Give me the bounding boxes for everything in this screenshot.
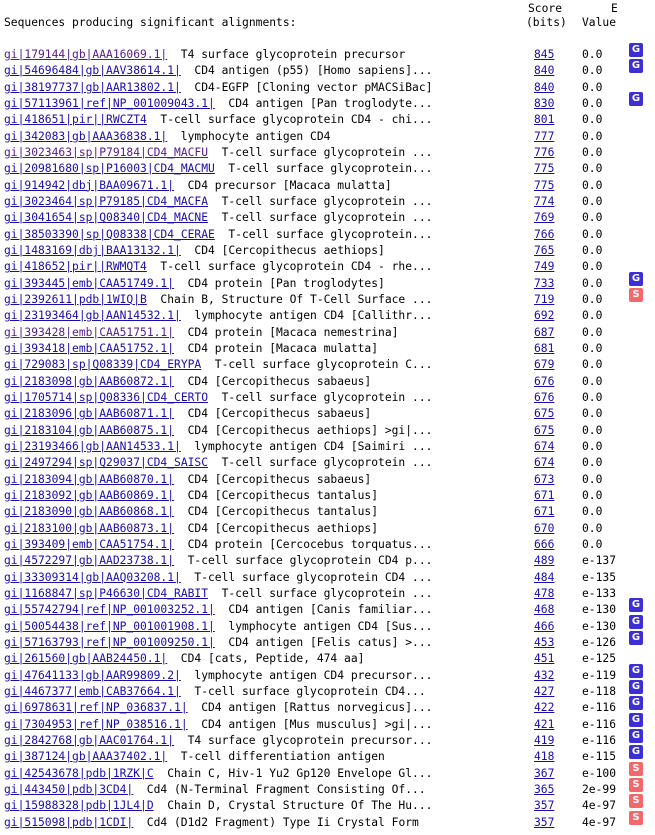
- score-link[interactable]: 484: [534, 570, 555, 584]
- sequence-id-link[interactable]: gi|179144|gb|AAA16069.1|: [4, 48, 168, 61]
- e-value: 4e-97: [582, 815, 617, 829]
- sequence-id-link[interactable]: gi|2497294|sp|Q29037|CD4_SAISC: [4, 456, 209, 470]
- score-link[interactable]: 765: [534, 244, 555, 257]
- sequence-id-link[interactable]: gi|393428|emb|CAA51751.1|: [4, 325, 175, 339]
- gene-link-icon[interactable]: G: [629, 43, 643, 57]
- score-link[interactable]: 776: [534, 146, 555, 159]
- sequence-description: T-cell surface glycoprotein CD4...: [194, 684, 426, 698]
- score-link[interactable]: 451: [534, 652, 555, 666]
- score-link[interactable]: 775: [534, 162, 555, 176]
- e-value: 0.0: [582, 423, 603, 437]
- sequence-description: T-cell surface glycoprotein ...: [221, 146, 433, 159]
- sequence-id-link[interactable]: gi|4467377|emb|CAB37664.1|: [4, 684, 181, 698]
- sequence-description: CD4 [Cercopithecus aethiops] >gi|...: [187, 423, 433, 437]
- e-value: 0.0: [582, 260, 603, 274]
- sequence-description: T-cell surface glycoprotein ...: [221, 211, 433, 225]
- e-value: 0.0: [582, 439, 603, 453]
- sequence-id-link[interactable]: gi|2183094|gb|AAB60870.1|: [4, 472, 175, 486]
- sequence-description: CD4 precursor [Macaca mulatta]: [187, 178, 392, 192]
- e-value: 0.0: [582, 211, 603, 225]
- sequence-description: CD4 [Cercopithecus sabaeus]: [187, 374, 372, 388]
- sequence-id-link[interactable]: gi|443450|pdb|3CD4|: [4, 782, 134, 796]
- sequence-description: T-cell surface glycoprotein CD4 - rhe...: [160, 260, 433, 274]
- e-value: e-130: [582, 619, 617, 633]
- sequence-id-link[interactable]: gi|393445|emb|CAA51749.1|: [4, 276, 175, 290]
- e-value: e-116: [582, 717, 617, 731]
- sequence-description: Cd4 (D1d2 Fragment) Type Ii Crystal Form: [146, 815, 419, 829]
- e-value: 0.0: [582, 80, 603, 94]
- structure-link-icon[interactable]: S: [629, 762, 643, 776]
- sequence-id-link[interactable]: gi|2183100|gb|AAB60873.1|: [4, 521, 175, 535]
- e-value: e-118: [582, 684, 617, 698]
- score-link[interactable]: 453: [534, 635, 555, 649]
- results-heading: Sequences producing significant alignments:: [4, 16, 297, 29]
- sequence-id-link[interactable]: gi|23193464|gb|AAN14532.1|: [4, 309, 181, 323]
- e-value: 0.0: [582, 64, 603, 78]
- e-value: 0.0: [582, 227, 603, 241]
- score-link[interactable]: 418: [534, 750, 555, 764]
- e-value: 0.0: [582, 537, 603, 551]
- score-units-header: (bits): [526, 16, 567, 29]
- sequence-description: Cd4 (N-Terminal Fragment Consisting Of...: [146, 782, 426, 796]
- score-link[interactable]: 719: [534, 292, 555, 306]
- sequence-id-link[interactable]: gi|6978631|ref|NP_036837.1|: [4, 701, 188, 715]
- e-value: e-116: [582, 701, 617, 715]
- gene-link-icon[interactable]: G: [629, 92, 643, 106]
- sequence-description: Chain B, Structure Of T-Cell Surface ...: [160, 292, 433, 306]
- e-value: 0.0: [582, 374, 603, 388]
- sequence-description: CD4 antigen [Pan troglodyte...: [228, 97, 433, 110]
- e-value: e-100: [582, 766, 617, 780]
- sequence-description: CD4-EGFP [Cloning vector pMACSiBac]: [194, 80, 433, 94]
- sequence-description: CD4 antigen [Mus musculus] >gi|...: [201, 717, 433, 731]
- sequence-id-link[interactable]: gi|42543678|pdb|1RZK|C: [4, 766, 154, 780]
- gene-link-icon[interactable]: G: [629, 680, 643, 694]
- score-link[interactable]: 357: [534, 799, 555, 813]
- sequence-id-link[interactable]: gi|3041654|sp|Q08340|CD4_MACNE: [4, 211, 209, 225]
- score-link[interactable]: 365: [534, 782, 555, 796]
- sequence-description: T-cell surface glycoprotein ...: [221, 195, 433, 208]
- score-link[interactable]: 466: [534, 619, 555, 633]
- e-column-header: E: [611, 2, 618, 15]
- sequence-id-link[interactable]: gi|3023464|sp|P79185|CD4_MACFA: [4, 195, 209, 208]
- e-value: 0.0: [582, 276, 603, 290]
- score-link[interactable]: 830: [534, 97, 555, 110]
- score-link[interactable]: 478: [534, 586, 555, 600]
- e-value: e-116: [582, 733, 617, 747]
- sequence-description: CD4 [Cercopithecus tantalus]: [187, 488, 379, 502]
- sequence-description: lymphocyte antigen CD4 [Sus...: [228, 619, 433, 633]
- sequence-description: CD4 [Cercopithecus tantalus]: [187, 505, 379, 519]
- sequence-id-link[interactable]: gi|2183092|gb|AAB60869.1|: [4, 488, 175, 502]
- score-link[interactable]: 674: [534, 439, 555, 453]
- score-link[interactable]: 775: [534, 178, 555, 192]
- e-value: 0.0: [582, 162, 603, 176]
- score-link[interactable]: 769: [534, 211, 555, 225]
- sequence-description: CD4 antigen [Rattus norvegicus]...: [201, 701, 433, 715]
- sequence-id-link[interactable]: gi|387124|gb|AAA37402.1|: [4, 750, 168, 764]
- e-value: 0.0: [582, 129, 603, 143]
- score-link[interactable]: 422: [534, 701, 555, 715]
- sequence-id-link[interactable]: gi|914942|dbj|BAA09671.1|: [4, 178, 175, 192]
- structure-link-icon[interactable]: S: [629, 811, 643, 825]
- gene-link-icon[interactable]: G: [629, 664, 643, 678]
- e-value: 0.0: [582, 521, 603, 535]
- sequence-id-link[interactable]: gi|2183104|gb|AAB60875.1|: [4, 423, 175, 437]
- sequence-id-link[interactable]: gi|4572297|gb|AAD23738.1|: [4, 554, 175, 568]
- score-link[interactable]: 357: [534, 815, 555, 829]
- e-value: 0.0: [582, 505, 603, 519]
- score-link[interactable]: 432: [534, 668, 555, 682]
- score-link[interactable]: 670: [534, 521, 555, 535]
- sequence-id-link[interactable]: gi|20981680|sp|P16003|CD4_MACMU: [4, 162, 215, 176]
- score-link[interactable]: 468: [534, 603, 555, 617]
- structure-link-icon[interactable]: S: [629, 778, 643, 792]
- sequence-id-link[interactable]: gi|50054438|ref|NP_001001908.1|: [4, 619, 215, 633]
- score-link[interactable]: 666: [534, 537, 555, 551]
- sequence-description: lymphocyte antigen CD4 [Saimiri ...: [194, 439, 433, 453]
- score-link[interactable]: 679: [534, 358, 555, 372]
- score-column-header: Score: [528, 2, 563, 15]
- score-link[interactable]: 489: [534, 554, 555, 568]
- sequence-id-link[interactable]: gi|33309314|gb|AAQ03208.1|: [4, 570, 181, 584]
- sequence-description: T-cell surface glycoprotein...: [228, 227, 433, 241]
- score-link[interactable]: 774: [534, 195, 555, 208]
- alignment-row: [0, 811, 655, 834]
- sequence-description: CD4 protein [Macaca mulatta]: [187, 341, 379, 355]
- sequence-description: T4 surface glycoprotein precursor...: [187, 733, 433, 747]
- gene-link-icon[interactable]: G: [629, 745, 643, 759]
- score-link[interactable]: 671: [534, 488, 555, 502]
- sequence-id-link[interactable]: gi|418651|pir||RWCZT4: [4, 113, 147, 127]
- sequence-id-link[interactable]: gi|3023463|sp|P79184|CD4_MACFU: [4, 146, 209, 159]
- gene-link-icon[interactable]: G: [629, 272, 643, 286]
- sequence-description: T-cell surface glycoprotein ...: [221, 456, 433, 470]
- score-link[interactable]: 671: [534, 505, 555, 519]
- sequence-id-link[interactable]: gi|2183096|gb|AAB60871.1|: [4, 407, 175, 421]
- e-value: 0.0: [582, 407, 603, 421]
- sequence-description: T-cell surface glycoprotein CD4 p...: [187, 554, 433, 568]
- sequence-id-link[interactable]: gi|1483169|dbj|BAA13132.1|: [4, 244, 181, 257]
- sequence-description: T-cell differentiation antigen: [180, 750, 385, 764]
- gene-link-icon[interactable]: G: [629, 713, 643, 727]
- e-value: e-133: [582, 586, 617, 600]
- sequence-id-link[interactable]: gi|342083|gb|AAA36838.1|: [4, 129, 168, 143]
- e-value: e-119: [582, 668, 617, 682]
- sequence-id-link[interactable]: gi|57113961|ref|NP_001009043.1|: [4, 97, 215, 110]
- e-value: 0.0: [582, 325, 603, 339]
- sequence-description: CD4 protein [Pan troglodytes]: [187, 276, 385, 290]
- sequence-id-link[interactable]: gi|2842768|gb|AAC01764.1|: [4, 733, 175, 747]
- sequence-description: CD4 [Cercopithecus sabaeus]: [187, 472, 372, 486]
- sequence-description: CD4 [cats, Peptide, 474 aa]: [180, 652, 365, 666]
- sequence-description: lymphocyte antigen CD4: [180, 129, 331, 143]
- e-value: 0.0: [582, 341, 603, 355]
- sequence-id-link[interactable]: gi|54696484|gb|AAV38614.1|: [4, 64, 181, 78]
- e-value: e-125: [582, 652, 617, 666]
- sequence-description: lymphocyte antigen CD4 precursor...: [194, 668, 433, 682]
- score-link[interactable]: 674: [534, 456, 555, 470]
- sequence-id-link[interactable]: gi|1168847|sp|P46630|CD4_RABIT: [4, 586, 209, 600]
- score-link[interactable]: 840: [534, 80, 555, 94]
- sequence-description: CD4 [Cercopithecus sabaeus]: [187, 407, 372, 421]
- sequence-description: Chain C, Hiv-1 Yu2 Gp120 Envelope Gl...: [167, 766, 433, 780]
- sequence-description: CD4 antigen [Felis catus] >...: [228, 635, 433, 649]
- sequence-description: CD4 antigen [Canis familiar...: [228, 603, 433, 617]
- sequence-id-link[interactable]: gi|55742794|ref|NP_001003252.1|: [4, 603, 215, 617]
- e-value: 0.0: [582, 178, 603, 192]
- sequence-id-link[interactable]: gi|2392611|pdb|1WIQ|B: [4, 292, 147, 306]
- e-value: 0.0: [582, 146, 603, 159]
- sequence-description: Chain D, Crystal Structure Of The Hu...: [167, 799, 433, 813]
- value-column-header: Value: [582, 16, 617, 29]
- sequence-id-link[interactable]: gi|38197737|gb|AAR13802.1|: [4, 80, 181, 94]
- e-value: 0.0: [582, 488, 603, 502]
- score-link[interactable]: 681: [534, 341, 555, 355]
- structure-link-icon[interactable]: S: [629, 288, 643, 302]
- e-value: 0.0: [582, 195, 603, 208]
- score-link[interactable]: 733: [534, 276, 555, 290]
- e-value: e-137: [582, 554, 617, 568]
- sequence-id-link[interactable]: gi|393409|emb|CAA51754.1|: [4, 537, 175, 551]
- e-value: 4e-97: [582, 799, 617, 813]
- e-value: e-135: [582, 570, 617, 584]
- sequence-id-link[interactable]: gi|515098|pdb|1CDI|: [4, 815, 134, 829]
- sequence-description: CD4 [Cercopithecus aethiops]: [194, 244, 385, 257]
- score-link[interactable]: 676: [534, 374, 555, 388]
- sequence-id-link[interactable]: gi|2183098|gb|AAB60872.1|: [4, 374, 175, 388]
- gene-link-icon[interactable]: G: [629, 598, 643, 612]
- e-value: 0.0: [582, 358, 603, 372]
- score-link[interactable]: 675: [534, 407, 555, 421]
- e-value: 0.0: [582, 113, 603, 127]
- sequence-description: T-cell surface glycoprotein CD4 - chi...: [160, 113, 433, 127]
- sequence-id-link[interactable]: gi|47641133|gb|AAR99809.2|: [4, 668, 181, 682]
- score-link[interactable]: 845: [534, 48, 555, 61]
- sequence-description: lymphocyte antigen CD4 [Callithr...: [194, 309, 433, 323]
- sequence-id-link[interactable]: gi|729083|sp|Q08339|CD4_ERYPA: [4, 358, 202, 372]
- sequence-description: T-cell surface glycoprotein ...: [221, 390, 433, 404]
- sequence-id-link[interactable]: gi|15988328|pdb|1JL4|D: [4, 799, 154, 813]
- score-link[interactable]: 840: [534, 64, 555, 78]
- e-value: 0.0: [582, 244, 603, 257]
- score-link[interactable]: 766: [534, 227, 555, 241]
- e-value: 0.0: [582, 456, 603, 470]
- score-link[interactable]: 427: [534, 684, 555, 698]
- sequence-description: CD4 antigen (p55) [Homo sapiens]...: [194, 64, 433, 78]
- sequence-id-link[interactable]: gi|261560|gb|AAB24450.1|: [4, 652, 168, 666]
- score-link[interactable]: 687: [534, 325, 555, 339]
- sequence-id-link[interactable]: gi|38503390|sp|Q08338|CD4_CERAE: [4, 227, 215, 241]
- gene-link-icon[interactable]: G: [629, 59, 643, 73]
- e-value: 0.0: [582, 48, 603, 61]
- gene-link-icon[interactable]: G: [629, 631, 643, 645]
- e-value: 0.0: [582, 292, 603, 306]
- e-value: 0.0: [582, 97, 603, 110]
- gene-link-icon[interactable]: G: [629, 615, 643, 629]
- sequence-id-link[interactable]: gi|57163793|ref|NP_001009250.1|: [4, 635, 215, 649]
- sequence-id-link[interactable]: gi|393418|emb|CAA51752.1|: [4, 341, 175, 355]
- score-link[interactable]: 673: [534, 472, 555, 486]
- sequence-description: T-cell surface glycoprotein ...: [221, 586, 433, 600]
- sequence-id-link[interactable]: gi|7304953|ref|NP_038516.1|: [4, 717, 188, 731]
- score-link[interactable]: 801: [534, 113, 555, 127]
- sequence-id-link[interactable]: gi|418652|pir||RWMQT4: [4, 260, 147, 274]
- sequence-id-link[interactable]: gi|23193466|gb|AAN14533.1|: [4, 439, 181, 453]
- sequence-description: CD4 protein [Cercocebus torquatus...: [187, 537, 433, 551]
- score-link[interactable]: 419: [534, 733, 555, 747]
- e-value: 2e-99: [582, 782, 617, 796]
- sequence-description: CD4 protein [Macaca nemestrina]: [187, 325, 399, 339]
- sequence-description: CD4 [Cercopithecus aethiops]: [187, 521, 379, 535]
- sequence-description: T-cell surface glycoprotein CD4 ...: [194, 570, 433, 584]
- gene-link-icon[interactable]: G: [629, 729, 643, 743]
- e-value: e-126: [582, 635, 617, 649]
- score-link[interactable]: 777: [534, 129, 555, 143]
- score-link[interactable]: 675: [534, 423, 555, 437]
- score-link[interactable]: 421: [534, 717, 555, 731]
- score-link[interactable]: 749: [534, 260, 555, 274]
- sequence-description: T-cell surface glycoprotein C...: [214, 358, 433, 372]
- sequence-description: T-cell surface glycoprotein...: [228, 162, 433, 176]
- e-value: 0.0: [582, 390, 603, 404]
- sequence-description: T4 surface glycoprotein precursor: [180, 48, 406, 61]
- score-link[interactable]: 692: [534, 309, 555, 323]
- sequence-id-link[interactable]: gi|1705714|sp|Q08336|CD4_CERTO: [4, 390, 209, 404]
- e-value: e-115: [582, 750, 617, 764]
- score-link[interactable]: 676: [534, 390, 555, 404]
- structure-link-icon[interactable]: S: [629, 794, 643, 808]
- gene-link-icon[interactable]: G: [629, 696, 643, 710]
- e-value: 0.0: [582, 309, 603, 323]
- e-value: e-130: [582, 603, 617, 617]
- e-value: 0.0: [582, 472, 603, 486]
- sequence-id-link[interactable]: gi|2183090|gb|AAB60868.1|: [4, 505, 175, 519]
- score-link[interactable]: 367: [534, 766, 555, 780]
